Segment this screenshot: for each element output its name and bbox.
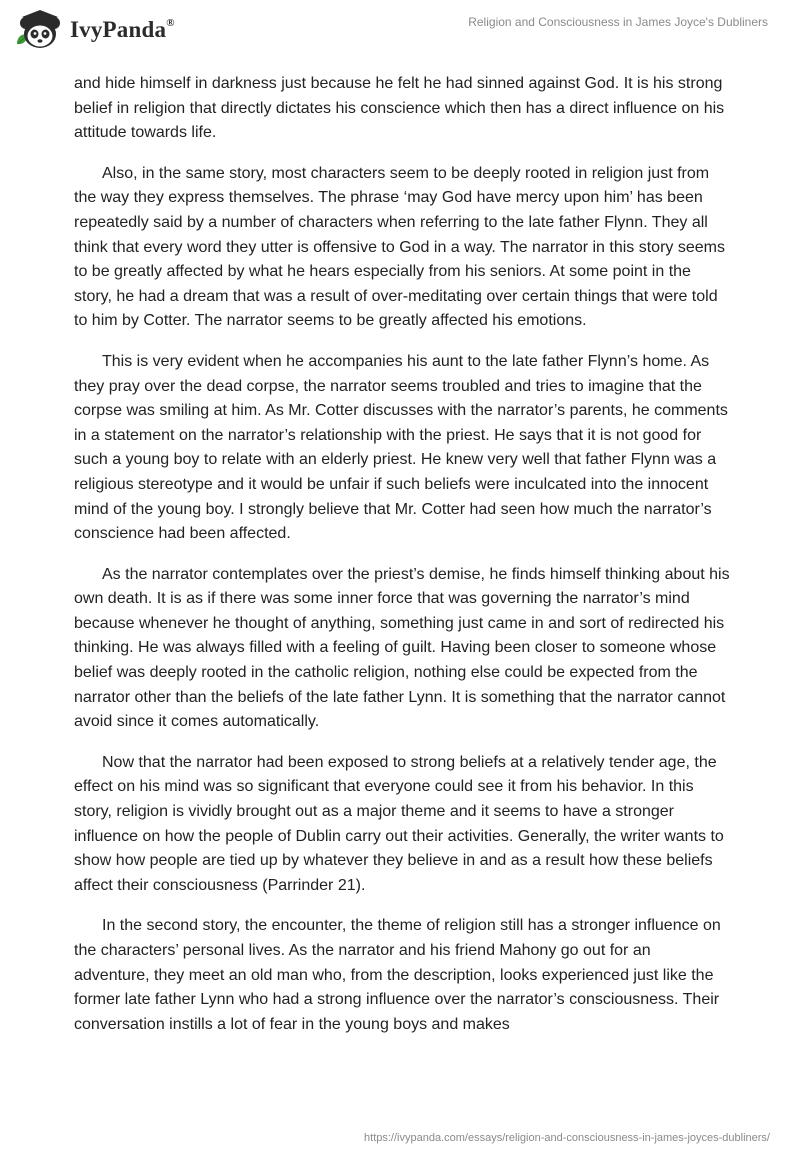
paragraph: In the second story, the encounter, the theme of religion still has a stronger influence on the characters’ personal lives. As the narrator and his friend Mahony go out for an adventure, they meet an old man who, from the description, looks experienced just like the former late father Lynn who had a strong influence over the narrator’s consciousness. Their conversation instills a lot of fear in the young boys and makes <box>74 917 721 1033</box>
paragraph: and hide himself in darkness just because he felt he had sinned against God. It is his strong belief in religion that directly dictates his conscience which then has a direct influence on his attitude towards life. <box>74 75 725 142</box>
panda-graduation-cap-icon <box>14 8 66 52</box>
page-header <box>0 0 800 60</box>
source-url[interactable]: https://ivypanda.com/essays/religion-and-consciousness-in-james-joyces-dubliners/ <box>364 1132 770 1144</box>
essay-body <box>74 72 730 1053</box>
paragraph: This is very evident when he accompanies his aunt to the late father Flynn’s home. As they pray over the dead corpse, the narrator seems troubled and tries to imagine that the corpse was smiling at him. As Mr. Cotter discusses with the narrator’s parents, he comments in a statement on the narrator’s relationship with the priest. He says that it is not good for such a young boy to relate with an elderly priest. He knew very well that father Flynn was a religious stereotype and it would be unfair if such beliefs were inculcated into the innocent mind of the young boy. I strongly believe that Mr. Cotter had seen how much the narrator’s conscience had been affected. <box>74 352 728 543</box>
paragraph: As the narrator contemplates over the priest’s demise, he finds himself thinking about his own death. It is as if there was some inner force that was governing the narrator’s mind because whenever he thought of anything, something just came in and sort of redirected his thinking. He was always filled with a feeling of guilt. Having been closer to someone whose belief was deeply rooted in the catholic religion, nothing else could be expected from the narrator other than the beliefs of the late father Lynn. It is something that the narrator cannot avoid since it comes automatically. <box>74 565 730 731</box>
ivypanda-logo[interactable] <box>14 8 175 52</box>
paragraph: Now that the narrator had been exposed to strong beliefs at a relatively tender age, the effect on his mind was so significant that everyone could see it from his behavior. In this story, religion is vividly brought out as a major theme and it seems to have a stronger influence on how the people of Dublin carry out their activities. Generally, the writer wants to show how people are tied up by whatever they believe in and as a result how these beliefs affect their consciousness (Parrinder 21). <box>74 753 724 894</box>
brand-name: IvyPanda® <box>70 17 175 42</box>
document-title: Religion and Consciousness in James Joyce's Dubliners <box>468 15 768 29</box>
paragraph: Also, in the same story, most characters seem to be deeply rooted in religion just from the way they express themselves. The phrase ‘may God have mercy upon him’ has been repeatedly said by a number of characters when referring to the late father Flynn. They all think that every word they utter is offensive to God in a way. The narrator in this story seems to be greatly affected by what he hears especially from his seniors. At some point in the story, he had a dream that was a result of over-meditating over certain things that were told to him by Cotter. The narrator seems to be greatly affected his emotions. <box>74 164 725 330</box>
